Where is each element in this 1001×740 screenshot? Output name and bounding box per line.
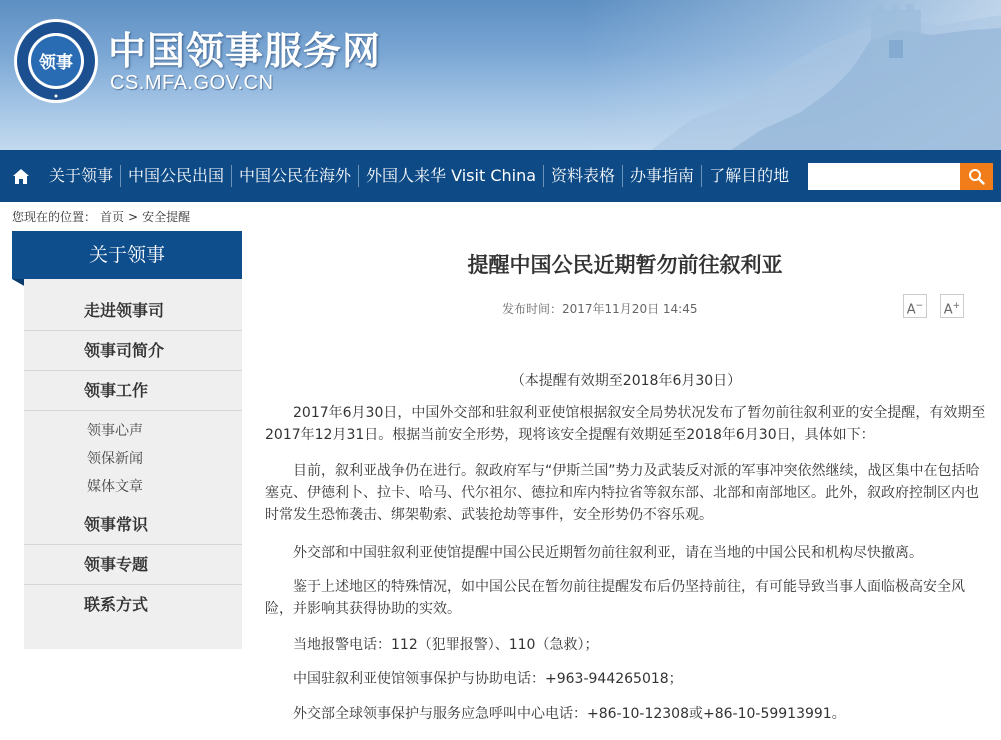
sidebar-title: 关于领事 — [12, 231, 242, 279]
sidebar-item-intro-dept[interactable]: 走进领事司 — [24, 291, 242, 331]
sidebar-item-dept-profile[interactable]: 领事司简介 — [24, 331, 242, 371]
article-title: 提醒中国公民近期暂勿前往叙利亚 — [467, 253, 783, 277]
sidebar — [24, 279, 242, 649]
nav-item-about[interactable]: 关于领事 — [49, 166, 114, 185]
article-paragraph: 中国驻叙利亚使馆领事保护与协助电话：+963-944265018； — [293, 671, 683, 687]
breadcrumb-separator: > — [128, 210, 139, 224]
article-paragraph: 当地报警电话：112（犯罪报警）、110（急救）； — [293, 637, 599, 653]
breadcrumb-prefix: 您现在的位置： — [12, 210, 97, 224]
sidebar-sub-voice[interactable]: 领事心声 — [87, 423, 143, 439]
nav-item-going-abroad[interactable]: 中国公民出国 — [128, 166, 225, 185]
site-header — [0, 0, 1001, 150]
sidebar-item-topics[interactable]: 领事专题 — [24, 545, 242, 585]
article-paragraph: 鉴于上述地区的特殊情况，如中国公民在暂勿前往提醒发布后仍坚持前往，有可能导致当事人面临极高安全风险，并影响其获得协助的实效。 — [265, 579, 965, 617]
font-smaller-label: A — [906, 302, 916, 318]
search-icon — [968, 168, 985, 185]
logo-glyph: 领事 — [39, 53, 73, 73]
nav-item-guide[interactable]: 办事指南 — [630, 166, 695, 185]
font-smaller-button[interactable]: A− — [903, 294, 927, 318]
article-paragraph: 外交部全球领事保护与服务应急呼叫中心电话：+86-10-12308或+86-10-59913991。 — [293, 706, 846, 722]
great-wall-illustration — [571, 0, 1001, 150]
sidebar-sub-media[interactable]: 媒体文章 — [87, 479, 143, 495]
nav-item-destinations[interactable]: 了解目的地 — [709, 166, 790, 185]
nav-item-visit-china[interactable]: 外国人来华 Visit China — [366, 166, 537, 185]
publish-time: 发布时间：2017年11月20日 14:45 — [502, 302, 698, 316]
article-paragraph: 目前，叙利亚战争仍在进行。叙政府军与“伊斯兰国”势力及武装反对派的军事冲突依然继续，战区集中在包括哈塞克、伊德利卜、拉卡、哈马、代尔祖尔、德拉和库内特拉省等叙东部、北部和南部地区。此外，叙政府控制区内也时常发生恐怖袭击、绑架勒索、武装抢劫等事件，安全形势仍不容乐观。 — [265, 463, 980, 523]
search-input[interactable] — [808, 163, 960, 190]
breadcrumb — [12, 208, 194, 225]
validity-note: （本提醒有效期至2018年6月30日） — [510, 373, 742, 389]
search-button[interactable] — [960, 163, 993, 190]
nav-item-overseas[interactable]: 中国公民在海外 — [239, 166, 352, 185]
sidebar-sub-news[interactable]: 领保新闻 — [87, 451, 143, 467]
breadcrumb-home[interactable]: 首页 — [100, 210, 125, 224]
nav-item-forms[interactable]: 资料表格 — [551, 166, 616, 185]
breadcrumb-current[interactable]: 安全提醒 — [142, 210, 191, 224]
sidebar-item-consular-work[interactable]: 领事工作 — [24, 371, 242, 411]
site-title[interactable]: 中国领事服务网 — [108, 29, 382, 73]
article-paragraph: 外交部和中国驻叙利亚使馆提醒中国公民近期暂勿前往叙利亚，请在当地的中国公民和机构尽快撤离。 — [293, 545, 923, 561]
sidebar-item-contact[interactable]: 联系方式 — [84, 595, 149, 614]
sidebar-item-knowledge[interactable]: 领事常识 — [24, 505, 242, 545]
font-larger-label: A — [943, 302, 953, 318]
home-icon[interactable] — [0, 150, 42, 202]
font-larger-button[interactable]: A+ — [940, 294, 964, 318]
consular-logo — [13, 18, 99, 104]
site-url: CS.MFA.GOV.CN — [110, 72, 274, 94]
article-paragraph: 2017年6月30日，中国外交部和驻叙利亚使馆根据叙安全局势状况发布了暂勿前往叙利亚的安全提醒，有效期至2017年12月31日。根据当前安全形势，现将该安全提醒有效期延至2018年6月30日，具体如下： — [265, 405, 986, 443]
